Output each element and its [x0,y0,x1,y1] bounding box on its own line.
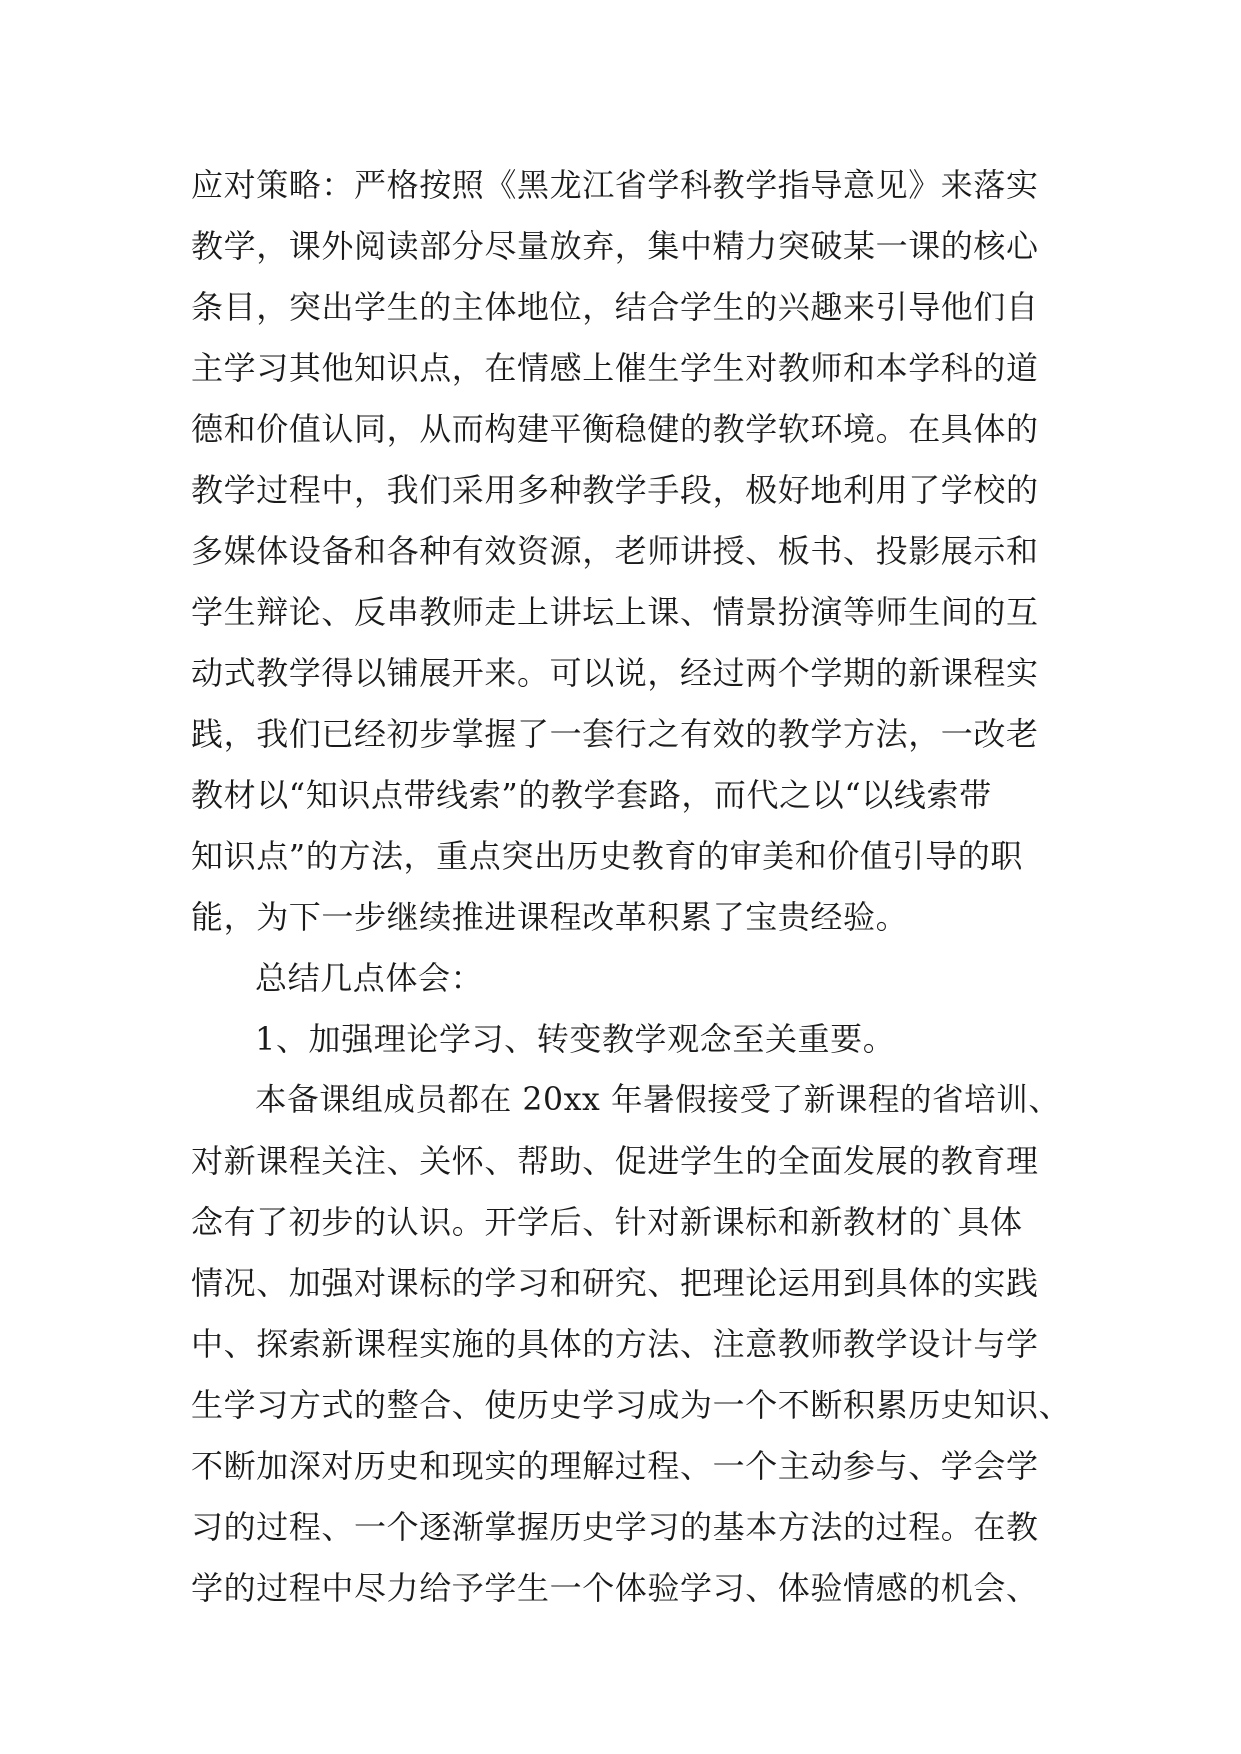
text-line: 学的过程中尽力给予学生一个体验学习、体验情感的机会、 [191,1569,1039,1607]
text-line: 对新课程关注、关怀、帮助、促进学生的全面发展的教育理 [191,1142,1039,1180]
text-line: 不断加深对历史和现实的理解过程、一个主动参与、学会学 [191,1447,1039,1485]
text-line: 知识点”的方法，重点突出历史教育的审美和价值引导的职 [191,837,1023,875]
text-line: 习的过程、一个逐渐掌握历史学习的基本方法的过程。在教 [191,1508,1039,1546]
body-text [191,155,1071,1619]
text-line: 能，为下一步继续推进课程改革积累了宝贵经验。 [191,898,909,936]
text-line: 多媒体设备和各种有效资源，老师讲授、板书、投影展示和 [191,532,1039,570]
text-line: 条目，突出学生的主体地位，结合学生的兴趣来引导他们自 [191,288,1039,326]
text-line: 德和价值认同，从而构建平衡稳健的教学软环境。在具体的 [191,410,1039,448]
text-line: 主学习其他知识点，在情感上催生学生对教师和本学科的道 [191,349,1039,387]
text-line: 应对策略：严格按照《黑龙江省学科教学指导意见》来落实 [191,166,1039,204]
text-line: 生学习方式的整合、使历史学习成为一个不断积累历史知识、 [191,1386,1072,1424]
text-line: 践，我们已经初步掌握了一套行之有效的教学方法，一改老 [191,715,1039,753]
text-line: 念有了初步的认识。开学后、针对新课标和新教材的`具体 [191,1203,1023,1241]
text-line: 教学过程中，我们采用多种教学手段，极好地利用了学校的 [191,471,1039,509]
text-line: 教材以“知识点带线索”的教学套路，而代之以“以线索带 [191,776,992,814]
text-line: 本备课组成员都在 20xx 年暑假接受了新课程的省培训、 [255,1082,1061,1118]
text-line: 总结几点体会： [255,959,484,997]
text-line: 1、加强理论学习、转变教学观念至关重要。 [255,1020,896,1058]
text-line: 动式教学得以铺展开来。可以说，经过两个学期的新课程实 [191,654,1039,692]
text-line: 情况、加强对课标的学习和研究、把理论运用到具体的实践 [191,1264,1039,1302]
text-line: 中、探索新课程实施的具体的方法、注意教师教学设计与学 [191,1325,1039,1363]
text-line: 教学，课外阅读部分尽量放弃，集中精力突破某一课的核心 [191,227,1039,265]
text-line: 学生辩论、反串教师走上讲坛上课、情景扮演等师生间的互 [191,593,1039,631]
